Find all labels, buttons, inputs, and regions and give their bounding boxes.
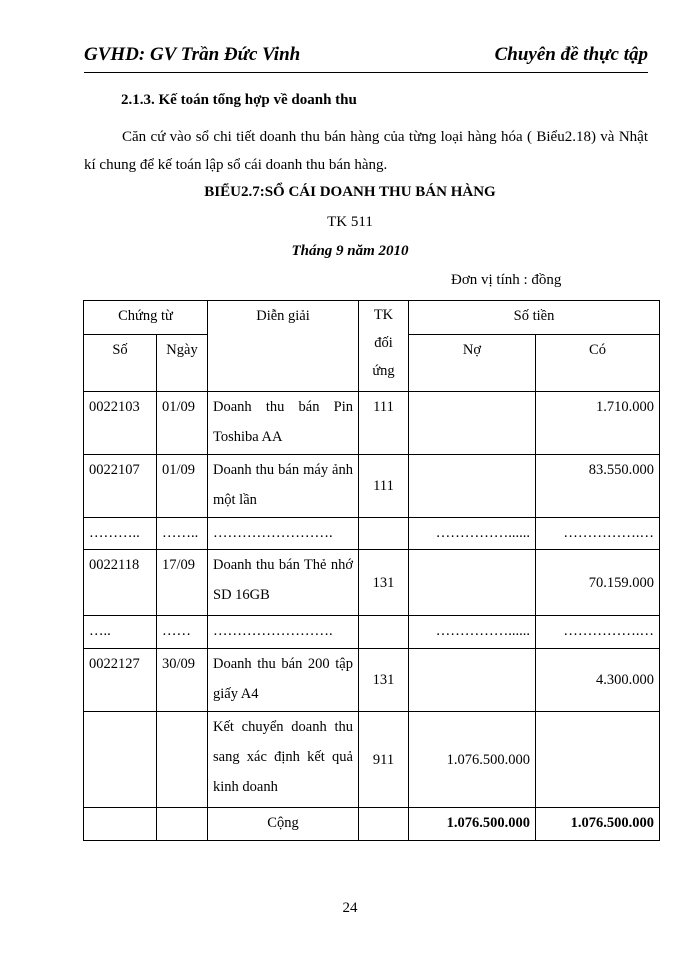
cell-credit: 1.710.000: [536, 392, 660, 455]
table-header-row: [84, 301, 660, 335]
total-credit: 1.076.500.000: [536, 808, 660, 841]
table-row: [84, 649, 660, 712]
cell-description: …………………….: [208, 518, 359, 550]
header-debit: Nợ: [409, 335, 536, 392]
header-description: Diễn giải: [208, 301, 359, 392]
cell-number: 0022107: [84, 455, 157, 518]
header-divider: [84, 72, 648, 73]
cell-account: 111: [359, 455, 409, 518]
cell-account: 131: [359, 550, 409, 616]
cell-number: 0022103: [84, 392, 157, 455]
cell-credit: [536, 712, 660, 808]
cell-description: …………………….: [208, 616, 359, 649]
table-caption-account: TK 511: [327, 214, 373, 230]
cell-debit: ……………......: [409, 616, 536, 649]
cell-date: 17/09: [157, 550, 208, 616]
total-debit: 1.076.500.000: [409, 808, 536, 841]
total-empty-cell: [84, 808, 157, 841]
table-row: [84, 455, 660, 518]
cell-date: 01/09: [157, 392, 208, 455]
cell-credit: 70.159.000: [536, 550, 660, 616]
cell-debit: 1.076.500.000: [409, 712, 536, 808]
cell-credit: 4.300.000: [536, 649, 660, 712]
cell-account: 131: [359, 649, 409, 712]
cell-number: [84, 712, 157, 808]
total-label: Cộng: [208, 808, 359, 841]
cell-credit: 83.550.000: [536, 455, 660, 518]
body-paragraph: Căn cứ vào sổ chi tiết doanh thu bán hàng của từng loại hàng hóa ( Biểu2.18) và Nhật kí chung để kế toán lập sổ cái doanh thu bán hàng.: [84, 129, 648, 173]
header-account-line: ứng: [372, 363, 395, 379]
cell-description: Doanh thu bán Thẻ nhớ SD 16GB: [208, 550, 359, 616]
cell-description: Doanh thu bán 200 tập giấy A4: [208, 649, 359, 712]
cell-number: 0022127: [84, 649, 157, 712]
cell-date: 01/09: [157, 455, 208, 518]
table-row: [84, 518, 660, 550]
header-date: Ngày: [157, 335, 208, 392]
table-row: [84, 392, 660, 455]
cell-date: 30/09: [157, 649, 208, 712]
table-row: [84, 712, 660, 808]
header-number: Số: [84, 335, 157, 392]
header-account: [359, 301, 409, 392]
cell-credit: …………….…: [536, 616, 660, 649]
total-empty-cell: [359, 808, 409, 841]
page-number: 24: [342, 900, 358, 916]
table-caption-period: Tháng 9 năm 2010: [291, 243, 409, 259]
header-account-line: đối: [374, 335, 393, 351]
cell-description: Kết chuyển doanh thu sang xác định kết quả kinh doanh: [208, 712, 359, 808]
cell-account: 111: [359, 392, 409, 455]
cell-debit: [409, 392, 536, 455]
table-row: [84, 550, 660, 616]
cell-account: 911: [359, 712, 409, 808]
page-header: [84, 44, 648, 66]
cell-credit: …………….…: [536, 518, 660, 550]
cell-account: [359, 518, 409, 550]
header-amount: Số tiền: [409, 301, 660, 335]
cell-number: ………..: [84, 518, 157, 550]
table-row: [84, 616, 660, 649]
section-title: 2.1.3. Kế toán tổng hợp về doanh thu: [121, 92, 357, 108]
cell-date: ……..: [157, 518, 208, 550]
cell-debit: ……………......: [409, 518, 536, 550]
cell-description: Doanh thu bán Pin Toshiba AA: [208, 392, 359, 455]
header-credit: Có: [536, 335, 660, 392]
total-empty-cell: [157, 808, 208, 841]
header-advisor: GVHD: GV Trần Đức Vinh: [84, 44, 301, 65]
table-caption-title: BIỂU2.7:SỔ CÁI DOANH THU BÁN HÀNG: [204, 184, 496, 200]
currency-unit: Đơn vị tính : đồng: [451, 272, 562, 288]
cell-account: [359, 616, 409, 649]
cell-number: 0022118: [84, 550, 157, 616]
cell-date: ……: [157, 616, 208, 649]
header-voucher: Chứng từ: [84, 301, 208, 335]
cell-description: Doanh thu bán máy ảnh một lần: [208, 455, 359, 518]
cell-debit: [409, 455, 536, 518]
header-report-title: Chuyên đề thực tập: [494, 44, 648, 65]
ledger-table: [83, 300, 660, 841]
cell-debit: [409, 550, 536, 616]
table-total-row: [84, 808, 660, 841]
cell-number: …..: [84, 616, 157, 649]
header-account-line: TK: [373, 307, 394, 323]
cell-date: [157, 712, 208, 808]
cell-debit: [409, 649, 536, 712]
